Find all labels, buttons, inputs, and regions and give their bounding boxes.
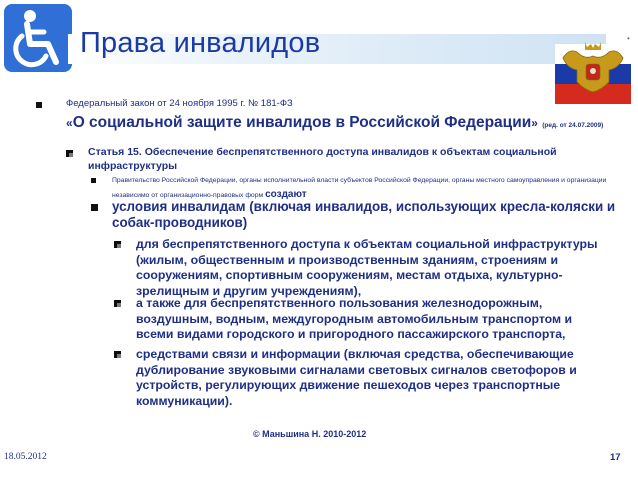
- footer-copyright: © Маньшина Н. 2010-2012: [253, 429, 367, 439]
- bullet-icon: [114, 300, 121, 307]
- law-edition: (ред. от 24.07.2009): [542, 122, 604, 129]
- list-item: средствами связи и информации (включая средства, обеспечивающие дублирование звуковыми сигналами световых сигналов светофоров и устройств, регулирующих движение пешеходов через транспортные коммуникации).: [136, 347, 577, 408]
- russian-coat-of-arms-flag-icon: [555, 38, 631, 104]
- quote-open: «: [66, 116, 73, 130]
- creates-word: создают: [265, 189, 307, 200]
- list-item: для беспрепятственного доступа к объектам социальной инфраструктуры (жилым, общественным и производственным зданиям, строениям и сооружениям, спортивным сооружениям, местам отдыха, культурно-зрелищным и другим учреждениям),: [136, 237, 598, 298]
- corner-mark: •: [627, 34, 630, 43]
- government-bodies-text: Правительство Российской Федерации, органы исполнительной власти субъектов Российской Федерации, органы местного самоуправления и организации независимо от организационно-правовых форм: [112, 177, 607, 199]
- wheelchair-icon: [2, 2, 76, 76]
- footer-date: 18.05.2012: [4, 452, 47, 462]
- conditions-text: условия инвалидам (включая инвалидов, использующих кресла-коляски и собак-проводников): [112, 199, 616, 230]
- law-title: [66, 114, 603, 132]
- bullet-icon: [36, 102, 42, 108]
- law-title-text: О социальной защите инвалидов в Российской Федерации: [72, 114, 532, 131]
- bullet-icon: [66, 150, 73, 157]
- quote-close: »: [531, 116, 538, 130]
- bullet-icon: [91, 204, 98, 211]
- article-heading: Статья 15. Обеспечение беспрепятственного доступа инвалидов к объектам социальной инфраструктуры: [88, 146, 557, 172]
- page-title: Права инвалидов: [80, 27, 321, 59]
- bullet-icon: [114, 351, 121, 358]
- bullet-icon: [114, 241, 121, 248]
- bullet-icon: [91, 178, 96, 183]
- page-number: 17: [610, 452, 621, 463]
- law-reference: Федеральный закон от 24 ноября 1995 г. № 181-ФЗ: [66, 98, 293, 109]
- list-item: а также для беспрепятственного пользования железнодорожным, воздушным, водным, междугородным автомобильным транспортом и всеми видами городского и пригородного пассажирского транспорта,: [136, 296, 573, 342]
